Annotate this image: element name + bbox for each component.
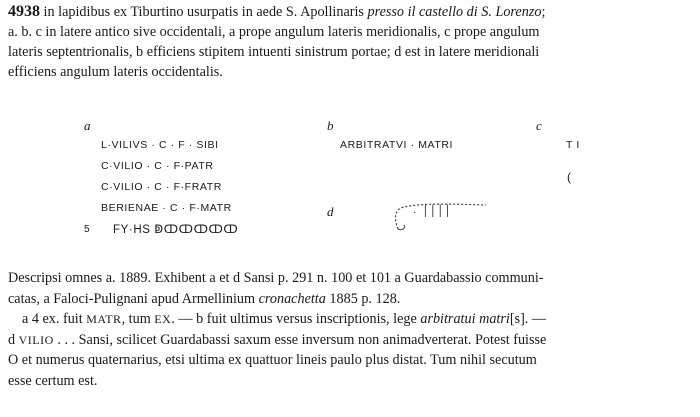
text: , tum [121, 311, 155, 327]
inscription-c: T I [566, 139, 580, 151]
inscription-a-line-1: L·VILIVS · C · F · SIBI [101, 139, 219, 151]
text: . . . Sansi, scilicet Guardabassi saxum esse inversum non animadverterat. Potest fuisse [53, 331, 547, 348]
entry-number: 4938 [8, 3, 40, 20]
text: 1885 p. 128. [325, 290, 401, 307]
inscription-a-line-5: FY·HS ↁↀↀↀↀↀ [113, 224, 239, 236]
label-a: a [84, 118, 91, 133]
header-line-1 [8, 2, 694, 22]
text: a 4 ex. fuit [22, 311, 87, 327]
text: catas, a Faloci-Pulignani apud Armellinium [8, 290, 259, 307]
label-d: d [327, 204, 334, 219]
entry-header [8, 2, 694, 82]
text: [s]. — [509, 311, 547, 327]
reading: arbitratui matri [420, 311, 510, 327]
commentary-line-5: O et numerus quaternarius, etsi ultima ex quattuor lineis paulo plus distat. Tum nihil secutum [8, 352, 537, 368]
smallcaps-term: EX [154, 312, 172, 326]
commentary [8, 268, 694, 391]
commentary-line-6: esse certum est. [8, 372, 98, 389]
line-number-5: 5 [84, 224, 91, 235]
commentary-line-2 [8, 289, 694, 310]
text: d [8, 331, 19, 348]
publication-title: cronachetta [258, 290, 326, 307]
commentary-line-1: Descripsi omnes a. 1889. Exhibent a et d Sansi p. 291 n. 100 et 101 a Guardabassio communi- [8, 270, 544, 286]
inscription-d: · ׀׀׀׀ [413, 206, 453, 218]
smallcaps-term: VILIO [18, 332, 54, 347]
label-b: b [327, 118, 334, 133]
smallcaps-term: MATR [86, 312, 122, 326]
header-line-4: efficiens angulum lateris occidentalis. [8, 64, 223, 80]
commentary-line-3 [8, 309, 694, 330]
inscription-b: ARBITRATVI · MATRI [340, 139, 454, 151]
inscription-a-line-2: C·VILIO · C · F·PATR [101, 160, 214, 172]
label-c: c [536, 118, 542, 133]
inscription-a-line-3: C·VILIO · C · F·FRATR [101, 181, 222, 193]
header-line-3: lateris septentrionalis, b efficiens stipitem intuenti sinistrum portae; d est in latere meridionali [8, 44, 540, 60]
header-location: presso il castello di S. Lorenzo [367, 4, 542, 20]
header-line-2: a. b. c in latere antico sive occidentali, a prope angulum lateris meridionalis, c prope angulum [8, 24, 540, 40]
inscription-a-line-4: BERIENAE · C · F·MATR [101, 202, 232, 214]
commentary-line-4 [8, 330, 694, 351]
header-text: in lapidibus ex Tiburtino usurpatis in aede S. Apollinaris [40, 4, 368, 20]
text: . — b fuit ultimus versus inscriptionis, lege [171, 311, 421, 327]
header-punct: ; [541, 4, 546, 20]
inscription-c-fragment: ( [567, 170, 572, 184]
